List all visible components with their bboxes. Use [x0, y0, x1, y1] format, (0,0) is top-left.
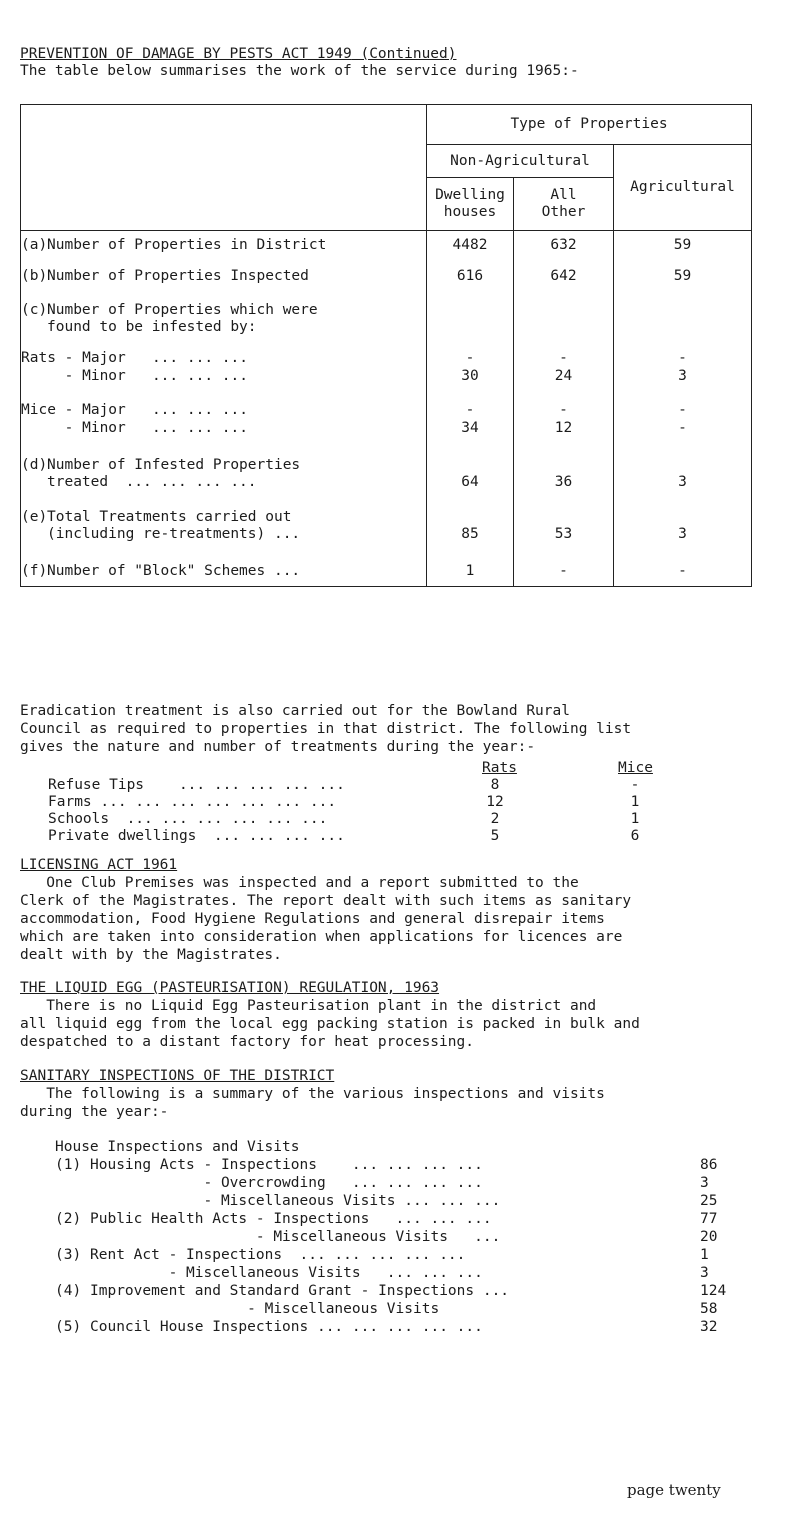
sanitary-item-number: (3)	[55, 1247, 82, 1263]
table-row: (d)Number of Infested Properties treated ... ... ... ... 64 36 3	[21, 453, 752, 505]
sanitary-item-value: 25	[700, 1193, 718, 1209]
col-header-rats: Rats	[482, 760, 517, 776]
eradication-item-rats: 8	[490, 777, 500, 793]
eradication-item-rats: 2	[490, 811, 500, 827]
eradication-item-label: Private dwellings ... ... ... ...	[48, 828, 345, 844]
sanitary-item-value: 20	[700, 1229, 718, 1245]
dwelling-houses-header: Dwelling houses	[427, 178, 514, 231]
eradication-item-label: Refuse Tips ... ... ... ... ...	[48, 777, 345, 793]
sanitary-item-label: - Miscellaneous Visits	[90, 1301, 440, 1317]
sanitary-item-value: 77	[700, 1211, 718, 1227]
eradication-item-label: Schools ... ... ... ... ... ...	[48, 811, 328, 827]
sanitary-item-number: (2)	[55, 1211, 82, 1227]
eradication-para-line: Council as required to properties in that district. The following list	[20, 721, 632, 737]
sanitary-item-value: 124	[700, 1283, 727, 1299]
liquid-egg-line: all liquid egg from the local egg packing station is packed in bulk and	[20, 1016, 640, 1032]
house-inspections-subheading: House Inspections and Visits	[55, 1139, 300, 1155]
agricultural-header: Agricultural	[614, 145, 752, 231]
eradication-item-rats: 5	[490, 828, 500, 844]
liquid-egg-line: despatched to a distant factory for heat processing.	[20, 1034, 474, 1050]
eradication-item-label: Farms ... ... ... ... ... ... ...	[48, 794, 337, 810]
eradication-item-rats: 12	[486, 794, 504, 810]
sanitary-item-value: 3	[700, 1265, 709, 1281]
col-header-mice: Mice	[618, 760, 653, 776]
liquid-egg-heading: THE LIQUID EGG (PASTEURISATION) REGULATION, 1963	[20, 980, 440, 996]
sanitary-intro-line: The following is a summary of the various inspections and visits	[20, 1086, 605, 1102]
table-row: (a)Number of Properties in District 4482 632 59	[21, 231, 752, 264]
licensing-line: Clerk of the Magistrates. The report dealt with such items as sanitary	[20, 893, 632, 909]
eradication-item-mice: 1	[630, 811, 640, 827]
sanitary-item-label: - Miscellaneous Visits ... ... ...	[90, 1193, 501, 1209]
sanitary-item-number: (4)	[55, 1283, 82, 1299]
eradication-item-mice: 6	[630, 828, 640, 844]
table-row: (e)Total Treatments carried out (including re-treatments) ... 85 53 3	[21, 505, 752, 557]
licensing-heading: LICENSING ACT 1961	[20, 857, 178, 873]
page-title: PREVENTION OF DAMAGE BY PESTS ACT 1949 (Continued)	[20, 46, 457, 62]
table-row: (c)Number of Properties which were found to be infested by:	[21, 298, 752, 350]
sanitary-item-value: 86	[700, 1157, 718, 1173]
table-row: - Minor ... ... ... 34 12 -	[21, 420, 752, 453]
licensing-line: accommodation, Food Hygiene Regulations and general disrepair items	[20, 911, 605, 927]
eradication-item-mice: -	[630, 777, 640, 793]
table-row: (b)Number of Properties Inspected 616 642 59	[21, 264, 752, 298]
type-of-properties-header: Type of Properties	[427, 105, 752, 145]
sanitary-item-label: - Miscellaneous Visits ... ... ...	[90, 1265, 483, 1281]
table-row: - Minor ... ... ... 30 24 3	[21, 368, 752, 402]
sanitary-item-value: 32	[700, 1319, 718, 1335]
intro-text: The table below summarises the work of the service during 1965:-	[20, 63, 579, 79]
sanitary-heading: SANITARY INSPECTIONS OF THE DISTRICT	[20, 1068, 335, 1084]
pest-service-table	[20, 104, 752, 587]
page-number: page twenty	[627, 1481, 721, 1499]
sanitary-item-label: Improvement and Standard Grant - Inspections ...	[90, 1283, 510, 1299]
sanitary-item-value: 3	[700, 1175, 709, 1191]
all-other-header: All Other	[514, 178, 614, 231]
sanitary-item-label: Council House Inspections ... ... ... ... ...	[90, 1319, 483, 1335]
sanitary-item-number: (1)	[55, 1157, 82, 1173]
licensing-line: which are taken into consideration when applications for licences are	[20, 929, 623, 945]
sanitary-item-label: Rent Act - Inspections ... ... ... ... ...	[90, 1247, 466, 1263]
sanitary-item-number: (5)	[55, 1319, 82, 1335]
eradication-para-line: Eradication treatment is also carried out for the Bowland Rural	[20, 703, 570, 719]
sanitary-intro-line: during the year:-	[20, 1104, 169, 1120]
sanitary-item-label: Housing Acts - Inspections ... ... ... ...	[90, 1157, 483, 1173]
table-row: Rats - Major ... ... ... - - -	[21, 350, 752, 368]
sanitary-item-label: - Miscellaneous Visits ...	[90, 1229, 501, 1245]
table-corner	[21, 105, 427, 145]
licensing-line: dealt with by the Magistrates.	[20, 947, 282, 963]
eradication-item-mice: 1	[630, 794, 640, 810]
table-row: Mice - Major ... ... ... - - -	[21, 402, 752, 420]
sanitary-item-value: 58	[700, 1301, 718, 1317]
table-row: (f)Number of "Block" Schemes ... 1 - -	[21, 557, 752, 587]
liquid-egg-line: There is no Liquid Egg Pasteurisation plant in the district and	[20, 998, 597, 1014]
non-agricultural-header: Non-Agricultural	[427, 145, 614, 178]
sanitary-item-label: Public Health Acts - Inspections ... ... ...	[90, 1211, 492, 1227]
sanitary-item-label: - Overcrowding ... ... ... ...	[90, 1175, 483, 1191]
eradication-para-line: gives the nature and number of treatments during the year:-	[20, 739, 536, 755]
sanitary-item-value: 1	[700, 1247, 709, 1263]
licensing-line: One Club Premises was inspected and a report submitted to the	[20, 875, 579, 891]
